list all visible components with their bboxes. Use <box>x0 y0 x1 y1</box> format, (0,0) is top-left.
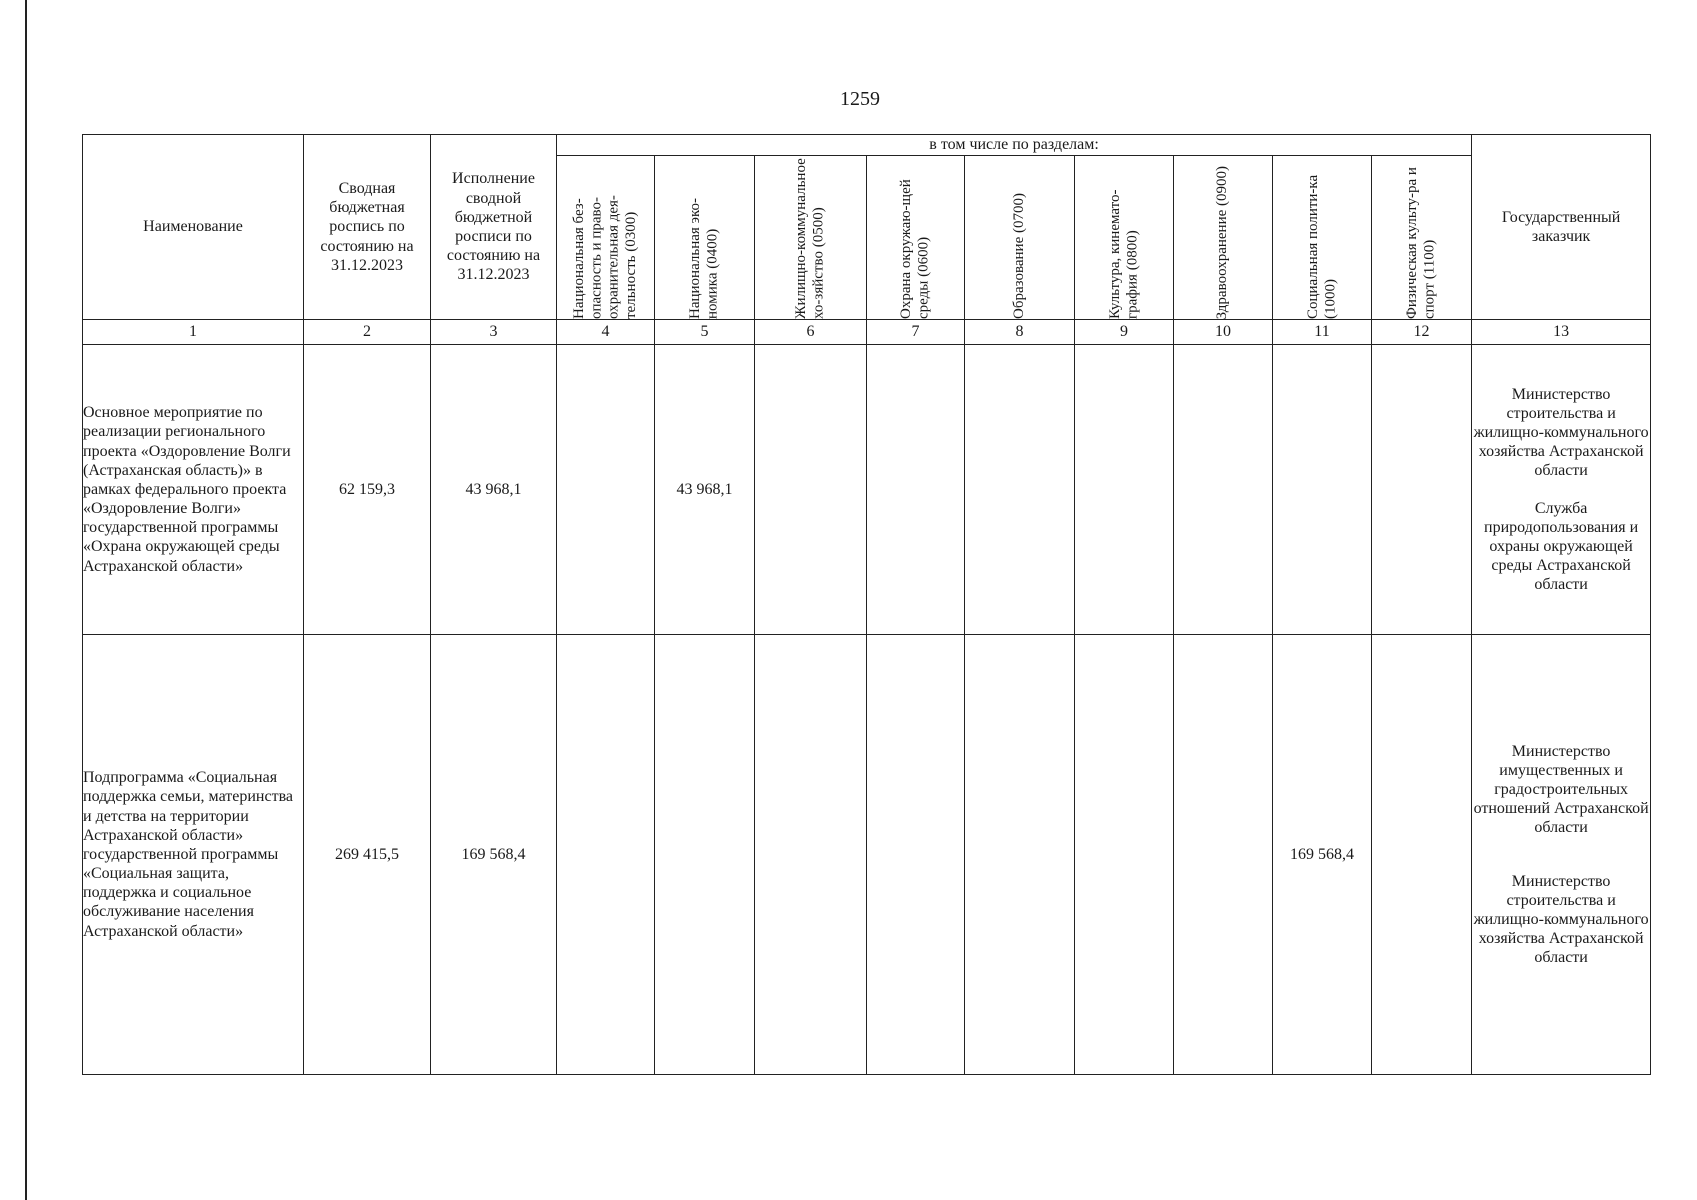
section-label: Охрана окружаю-щей среды (0600) <box>898 179 932 319</box>
column-number: 13 <box>1472 320 1651 345</box>
header-sections-group: в том числе по разделам: <box>557 135 1472 156</box>
row-section-0800 <box>1075 345 1174 635</box>
row-section-0900 <box>1174 635 1273 1075</box>
column-number: 11 <box>1273 320 1372 345</box>
row-section-0900 <box>1174 345 1273 635</box>
row-section-0500 <box>755 345 867 635</box>
row-section-0600 <box>867 635 965 1075</box>
row-section-1100 <box>1372 635 1472 1075</box>
row-customers <box>1472 635 1651 1075</box>
row-name: Подпрограмма «Социальная поддержка семьи, материнства и детства на территории Астраханской области» государственной программы «Социальная защита, поддержка и социальное обслуживание населения Астраханской области» <box>83 635 304 1075</box>
header-section-1100 <box>1372 156 1472 320</box>
section-label: Физическая культу-ра и спорт (1100) <box>1404 167 1438 319</box>
column-number: 4 <box>557 320 655 345</box>
section-label: Здравоохранение (0900) <box>1214 165 1231 319</box>
section-label: Жилищно-коммунальное хо-зяйство (0500) <box>793 158 827 319</box>
row-section-0300 <box>557 345 655 635</box>
budget-table <box>82 134 1651 1075</box>
row-section-0400 <box>655 635 755 1075</box>
customer-name: Служба природопользования и охраны окружающей среды Астраханской области <box>1484 499 1639 594</box>
header-section-0300 <box>557 156 655 320</box>
row-name: Основное мероприятие по реализации регионального проекта «Оздоровление Волги (Астраханская область)» в рамках федерального проекта «Оздоровление Волги» государственной программы «Охрана окружающей среды Астраханской области» <box>83 345 304 635</box>
page-number: 1259 <box>840 88 880 110</box>
customer-name: Министерство строительства и жилищно-коммунального хозяйства Астраханской области <box>1473 872 1649 967</box>
section-label: Культура, кинемато-графия (0800) <box>1106 189 1140 319</box>
column-number: 8 <box>965 320 1075 345</box>
row-section-0300 <box>557 635 655 1075</box>
column-number: 6 <box>755 320 867 345</box>
row-section-1000 <box>1273 345 1372 635</box>
section-label: Национальная эко-номика (0400) <box>687 198 721 319</box>
row-section-0800 <box>1075 635 1174 1075</box>
row-exec: 43 968,1 <box>431 345 557 635</box>
table-row <box>83 635 1651 1075</box>
header-section-0500 <box>755 156 867 320</box>
section-label: Образование (0700) <box>1010 193 1027 319</box>
header-row-1 <box>83 135 1651 156</box>
customer-name: Министерство имущественных и градостроительных отношений Астраханской области <box>1473 742 1649 837</box>
column-number: 1 <box>83 320 304 345</box>
header-section-0400 <box>655 156 755 320</box>
header-section-0900 <box>1174 156 1273 320</box>
header-section-0700 <box>965 156 1075 320</box>
column-number: 10 <box>1174 320 1273 345</box>
column-number: 2 <box>304 320 431 345</box>
row-section-0400: 43 968,1 <box>655 345 755 635</box>
section-label: Социальная полити-ка (1000) <box>1304 174 1338 319</box>
header-name: Наименование <box>83 135 304 320</box>
row-section-1100 <box>1372 345 1472 635</box>
row-section-0600 <box>867 345 965 635</box>
header-section-1000 <box>1273 156 1372 320</box>
column-number: 12 <box>1372 320 1472 345</box>
table-row <box>83 345 1651 635</box>
row-customers <box>1472 345 1651 635</box>
row-section-0700 <box>965 345 1075 635</box>
row-plan: 62 159,3 <box>304 345 431 635</box>
column-number: 5 <box>655 320 755 345</box>
row-section-0700 <box>965 635 1075 1075</box>
header-section-0800 <box>1075 156 1174 320</box>
section-label: Национальная без-опасность и право-охранительная дея-тельность (0300) <box>571 195 639 319</box>
column-number-row <box>83 320 1651 345</box>
row-plan: 269 415,5 <box>304 635 431 1075</box>
header-customer: Государственный заказчик <box>1472 135 1651 320</box>
left-margin-line <box>25 0 27 1200</box>
customer-name: Министерство строительства и жилищно-коммунального хозяйства Астраханской области <box>1473 385 1649 480</box>
row-exec: 169 568,4 <box>431 635 557 1075</box>
row-section-0500 <box>755 635 867 1075</box>
column-number: 9 <box>1075 320 1174 345</box>
column-number: 3 <box>431 320 557 345</box>
header-exec: Исполнение сводной бюджетной росписи по состоянию на 31.12.2023 <box>431 135 557 320</box>
column-number: 7 <box>867 320 965 345</box>
row-section-1000: 169 568,4 <box>1273 635 1372 1075</box>
header-plan: Сводная бюджетная роспись по состоянию на 31.12.2023 <box>304 135 431 320</box>
header-section-0600 <box>867 156 965 320</box>
